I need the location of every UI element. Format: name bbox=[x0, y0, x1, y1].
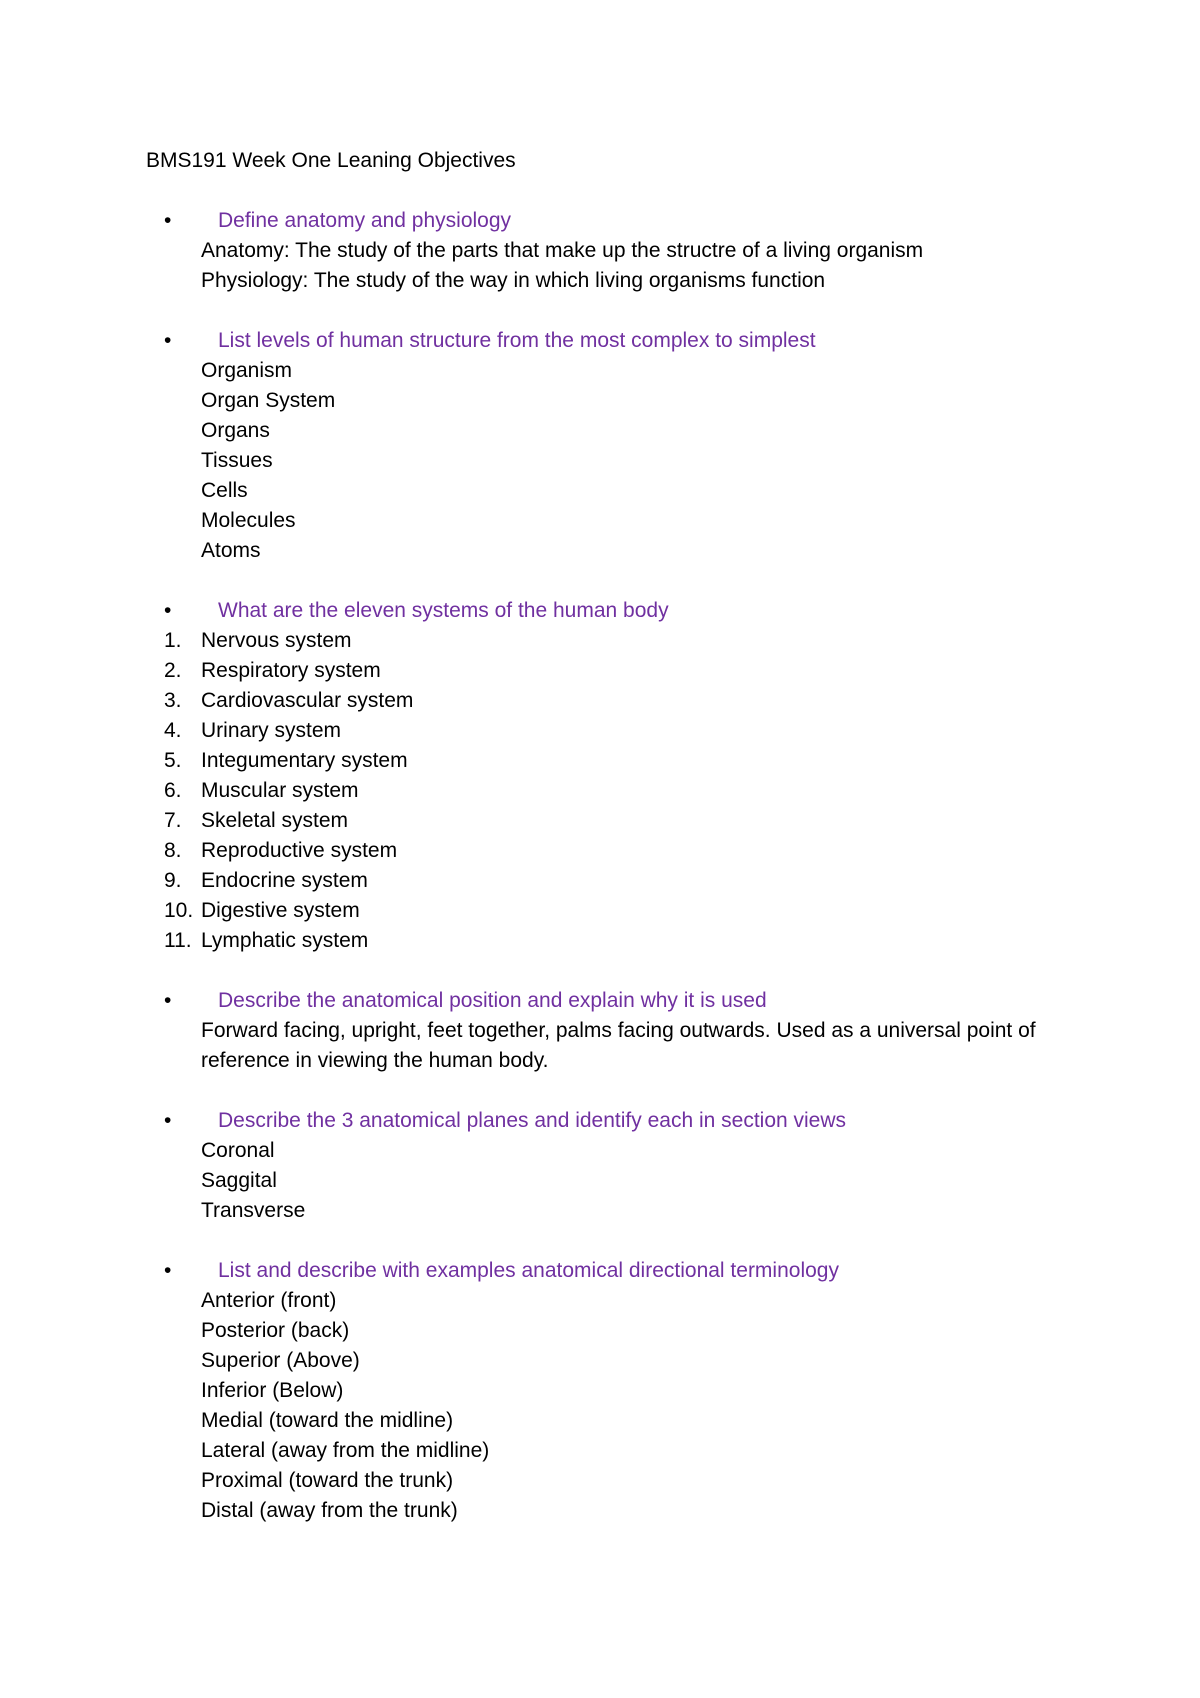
objective-heading bbox=[146, 596, 1086, 626]
answer-line: Coronal bbox=[201, 1139, 275, 1162]
numbered-item bbox=[146, 686, 1086, 716]
numbered-item bbox=[146, 866, 1086, 896]
answer-line: Medial (toward the midline) bbox=[201, 1409, 454, 1432]
answer-line: Organ System bbox=[201, 389, 336, 412]
bullet-icon: • bbox=[164, 1109, 172, 1132]
item-number: 5. bbox=[164, 749, 182, 772]
item-text: Cardiovascular system bbox=[201, 689, 414, 712]
item-text: Nervous system bbox=[201, 629, 352, 652]
objective-section bbox=[146, 1256, 1086, 1526]
item-number: 11. bbox=[164, 929, 192, 952]
item-number: 9. bbox=[164, 869, 182, 892]
objective-heading bbox=[146, 1106, 1086, 1136]
item-number: 1. bbox=[164, 629, 182, 652]
bullet-icon: • bbox=[164, 989, 172, 1012]
item-number: 6. bbox=[164, 779, 182, 802]
objective-heading-text: List and describe with examples anatomical directional terminology bbox=[218, 1259, 839, 1282]
objective-heading bbox=[146, 1256, 1086, 1286]
answer-line: Posterior (back) bbox=[201, 1319, 350, 1342]
item-text: Endocrine system bbox=[201, 869, 368, 892]
objective-heading-text: What are the eleven systems of the human body bbox=[218, 599, 669, 622]
item-number: 7. bbox=[164, 809, 182, 832]
item-text: Urinary system bbox=[201, 719, 342, 742]
objective-section bbox=[146, 1106, 1086, 1226]
numbered-item bbox=[146, 716, 1086, 746]
answer-line: Atoms bbox=[201, 539, 261, 562]
numbered-item bbox=[146, 626, 1086, 656]
objective-heading bbox=[146, 206, 1086, 236]
numbered-item bbox=[146, 806, 1086, 836]
numbered-item bbox=[146, 836, 1086, 866]
answer-line: Organs bbox=[201, 419, 270, 442]
numbered-item bbox=[146, 896, 1086, 926]
answer-line: Superior (Above) bbox=[201, 1349, 360, 1372]
objective-section bbox=[146, 986, 1086, 1076]
answer-line: Molecules bbox=[201, 509, 296, 532]
objective-heading bbox=[146, 326, 1086, 356]
answer-line: Inferior (Below) bbox=[201, 1379, 344, 1402]
answer-line: Proximal (toward the trunk) bbox=[201, 1469, 454, 1492]
numbered-item bbox=[146, 776, 1086, 806]
objective-heading-text: Define anatomy and physiology bbox=[218, 209, 512, 232]
bullet-icon: • bbox=[164, 329, 172, 352]
item-text: Integumentary system bbox=[201, 749, 408, 772]
objective-heading bbox=[146, 986, 1086, 1016]
item-text: Skeletal system bbox=[201, 809, 349, 832]
objective-heading-text: Describe the anatomical position and explain why it is used bbox=[218, 989, 767, 1012]
item-text: Lymphatic system bbox=[201, 929, 369, 952]
answer-line: Lateral (away from the midline) bbox=[201, 1439, 490, 1462]
item-text: Muscular system bbox=[201, 779, 359, 802]
answer-line: Anatomy: The study of the parts that make up the structre of a living organism bbox=[201, 239, 924, 262]
answer-line: Saggital bbox=[201, 1169, 277, 1192]
answer-line: Tissues bbox=[201, 449, 273, 472]
item-number: 2. bbox=[164, 659, 182, 682]
answer-line: Organism bbox=[201, 359, 293, 382]
objective-heading-text: Describe the 3 anatomical planes and identify each in section views bbox=[218, 1109, 847, 1132]
objective-heading-text: List levels of human structure from the most complex to simplest bbox=[218, 329, 816, 352]
answer-line: Cells bbox=[201, 479, 248, 502]
bullet-icon: • bbox=[164, 209, 172, 232]
answer-line: Forward facing, upright, feet together, palms facing outwards. Used as a universal point of reference in viewing the human body. bbox=[201, 1019, 1036, 1072]
item-number: 4. bbox=[164, 719, 182, 742]
answer-line: Anterior (front) bbox=[201, 1289, 337, 1312]
numbered-item bbox=[146, 926, 1086, 956]
document-body bbox=[146, 206, 1086, 1556]
item-number: 10. bbox=[164, 899, 194, 922]
item-text: Respiratory system bbox=[201, 659, 381, 682]
bullet-icon: • bbox=[164, 599, 172, 622]
objective-section bbox=[146, 206, 1086, 296]
document-title: BMS191 Week One Leaning Objectives bbox=[146, 149, 516, 172]
item-number: 3. bbox=[164, 689, 182, 712]
item-number: 8. bbox=[164, 839, 182, 862]
answer-line: Transverse bbox=[201, 1199, 306, 1222]
numbered-item bbox=[146, 656, 1086, 686]
objective-section bbox=[146, 326, 1086, 566]
answer-line: Physiology: The study of the way in which living organisms function bbox=[201, 269, 826, 292]
objective-section bbox=[146, 596, 1086, 956]
item-text: Digestive system bbox=[201, 899, 360, 922]
numbered-item bbox=[146, 746, 1086, 776]
answer-line: Distal (away from the trunk) bbox=[201, 1499, 458, 1522]
bullet-icon: • bbox=[164, 1259, 172, 1282]
item-text: Reproductive system bbox=[201, 839, 398, 862]
